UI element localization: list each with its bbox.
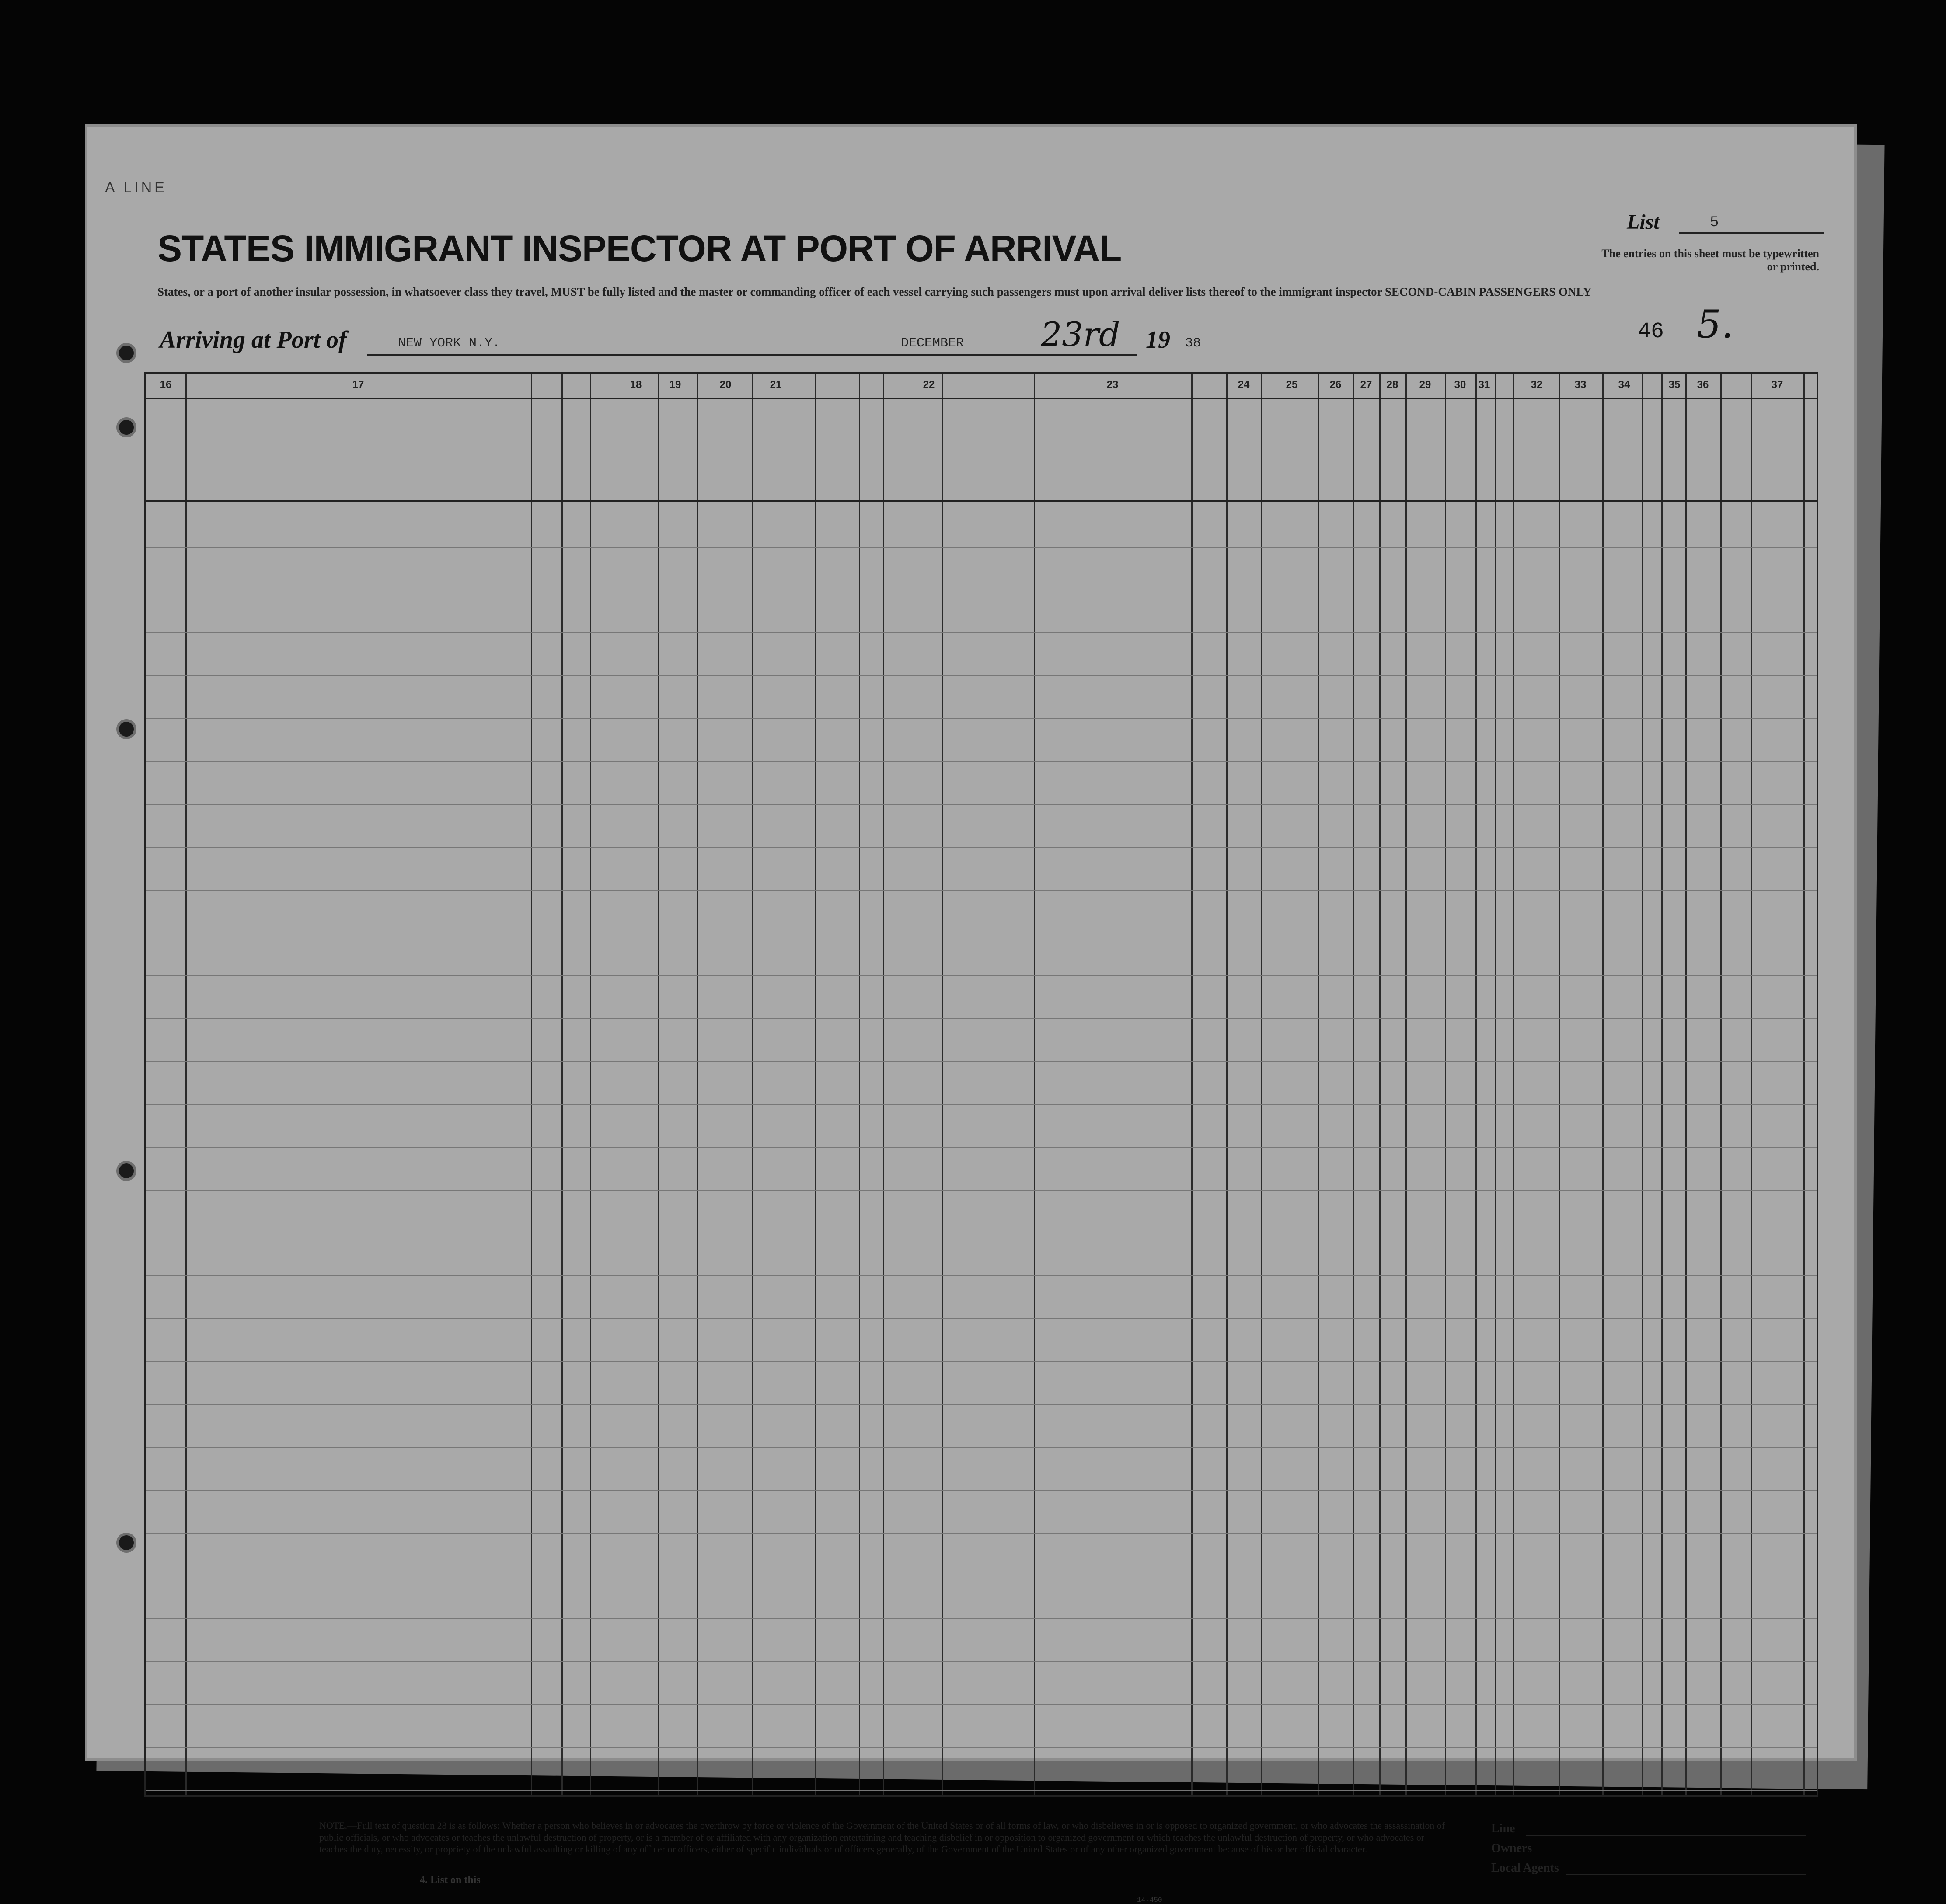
column-rule xyxy=(1513,374,1514,1795)
column-rule xyxy=(1445,374,1446,1795)
entries-note: The entries on this sheet must be typewritten or printed. xyxy=(1601,247,1819,273)
row-rule xyxy=(146,1318,1817,1319)
manifest-sheet xyxy=(87,127,1854,1904)
row-rule xyxy=(146,1361,1817,1362)
column-rule xyxy=(883,374,884,1795)
row-rule xyxy=(146,1618,1817,1619)
header-rule xyxy=(146,398,1817,399)
column-number: 32 xyxy=(1531,379,1543,391)
column-rule xyxy=(942,374,943,1795)
row-rule xyxy=(146,632,1817,633)
column-number: 18 xyxy=(630,379,642,391)
column-number: 26 xyxy=(1329,379,1342,391)
column-number: 36 xyxy=(1697,379,1709,391)
column-rule xyxy=(1751,374,1752,1795)
column-rule xyxy=(1642,374,1643,1795)
row-rule xyxy=(146,1404,1817,1405)
row-rule xyxy=(146,1275,1817,1276)
agents-field-underline xyxy=(1566,1874,1806,1875)
row-rule xyxy=(146,1661,1817,1662)
column-rule xyxy=(561,374,563,1795)
column-rule xyxy=(1191,374,1193,1795)
owners-field-label: Owners xyxy=(1491,1841,1532,1855)
column-rule xyxy=(1559,374,1560,1795)
row-rule xyxy=(146,1533,1817,1534)
punch-hole xyxy=(119,346,134,360)
column-rule xyxy=(1226,374,1228,1795)
column-rule xyxy=(531,374,532,1795)
header-rule xyxy=(146,500,1817,502)
page-subtitle: States, or a port of another insular possession, in whatsoever class they travel, MUST be fully listed and the master or commanding officer of each vessel carrying such passengers must upon arrival deliver lists thereof to the immigrant inspector SECOND-CABIN PASSENGERS ONLY xyxy=(157,285,1592,298)
column-number: 16 xyxy=(160,379,172,391)
footer-note: NOTE.—Full text of question 28 is as follows: Whether a person who believes in or advocates the overthrow by force or violence of the Government of the United States or of all forms of law, or who disbelieves in or is opposed to organized government, or who advocates the assassination of public officials, or who advocates or teaches the unlawful destruction of property, or is a member of or affiliated with any organization entertaining and teaching disbelief in or opposition to organized government or which teaches the unlawful destruction of property, or who advocates or teaches the duty, necessity, or propriety of the unlawful assaulting or killing of any officer or officers, either of specific individuals or of officers generally, of the Government of the United States or of any other organized government because of his or her official character. xyxy=(319,1820,1445,1855)
row-rule xyxy=(146,1704,1817,1705)
column-number: 28 xyxy=(1386,379,1398,391)
column-rule xyxy=(752,374,753,1795)
row-rule xyxy=(146,1447,1817,1448)
punch-hole xyxy=(119,722,134,737)
column-number: 23 xyxy=(1106,379,1119,391)
row-rule xyxy=(146,804,1817,805)
column-rule xyxy=(1720,374,1722,1795)
row-rule xyxy=(146,1747,1817,1748)
column-number: 30 xyxy=(1454,379,1466,391)
column-rule xyxy=(815,374,816,1795)
column-number: 29 xyxy=(1419,379,1431,391)
punch-hole xyxy=(119,420,134,435)
row-rule xyxy=(146,761,1817,762)
column-number: 27 xyxy=(1360,379,1372,391)
arrival-month: DECEMBER xyxy=(901,336,964,351)
column-number: 24 xyxy=(1238,379,1250,391)
row-rule xyxy=(146,718,1817,719)
column-number: 25 xyxy=(1286,379,1298,391)
column-rule xyxy=(185,374,187,1795)
column-rule xyxy=(1495,374,1496,1795)
column-number: 20 xyxy=(719,379,732,391)
column-number: 19 xyxy=(669,379,681,391)
row-rule xyxy=(146,1147,1817,1148)
column-rule xyxy=(1685,374,1687,1795)
port-underline xyxy=(367,354,923,356)
row-rule xyxy=(146,675,1817,676)
row-rule xyxy=(146,975,1817,976)
row-rule xyxy=(146,1190,1817,1191)
row-rule xyxy=(146,1790,1817,1791)
arriving-label: Arriving at Port of xyxy=(160,326,347,353)
list-number: 5 xyxy=(1710,214,1719,231)
row-rule xyxy=(146,890,1817,891)
punch-hole xyxy=(119,1535,134,1550)
row-rule xyxy=(146,1490,1817,1491)
column-rule xyxy=(1034,374,1035,1795)
column-rule xyxy=(1602,374,1604,1795)
column-rule xyxy=(1661,374,1663,1795)
column-number: 17 xyxy=(352,379,364,391)
column-number: 37 xyxy=(1771,379,1783,391)
year-prefix: 19 xyxy=(1146,326,1170,353)
punch-hole xyxy=(119,1163,134,1178)
column-rule xyxy=(1379,374,1381,1795)
column-rule xyxy=(1405,374,1407,1795)
list-label: List xyxy=(1627,210,1660,234)
column-rule xyxy=(590,374,591,1795)
row-rule xyxy=(146,1018,1817,1019)
column-rule xyxy=(1353,374,1354,1795)
row-rule xyxy=(146,847,1817,848)
date-underline xyxy=(848,354,1137,356)
agents-field-label: Local Agents xyxy=(1491,1861,1559,1875)
column-number: 21 xyxy=(770,379,782,391)
column-number: 35 xyxy=(1668,379,1681,391)
year-suffix: 38 xyxy=(1185,336,1201,351)
page-handwritten-number: 5. xyxy=(1697,302,1733,347)
row-rule xyxy=(146,547,1817,548)
column-rule xyxy=(697,374,698,1795)
arrival-day: 23rd xyxy=(1041,315,1120,354)
column-rule xyxy=(859,374,860,1795)
column-rule xyxy=(658,374,659,1795)
line-label: A LINE xyxy=(105,179,167,196)
line-field-label: Line xyxy=(1491,1822,1515,1835)
row-rule xyxy=(146,1061,1817,1062)
column-number: 22 xyxy=(923,379,935,391)
manifest-table xyxy=(144,372,1818,1797)
form-number: 14-450 xyxy=(1137,1896,1162,1904)
port-of-arrival: NEW YORK N.Y. xyxy=(398,336,501,351)
column-number: 31 xyxy=(1478,379,1490,391)
bottom-fragment: 4. List on this xyxy=(420,1874,481,1886)
column-rule xyxy=(1803,374,1805,1795)
line-field-underline xyxy=(1526,1835,1806,1836)
column-number: 33 xyxy=(1574,379,1587,391)
column-rule xyxy=(1475,374,1477,1795)
list-underline xyxy=(1679,232,1824,234)
column-rule xyxy=(1261,374,1262,1795)
page-number: 46 xyxy=(1638,319,1664,344)
page-title: STATES IMMIGRANT INSPECTOR AT PORT OF ARRIVAL xyxy=(157,228,1122,269)
column-rule xyxy=(1318,374,1319,1795)
column-number: 34 xyxy=(1618,379,1630,391)
row-rule xyxy=(146,1104,1817,1105)
